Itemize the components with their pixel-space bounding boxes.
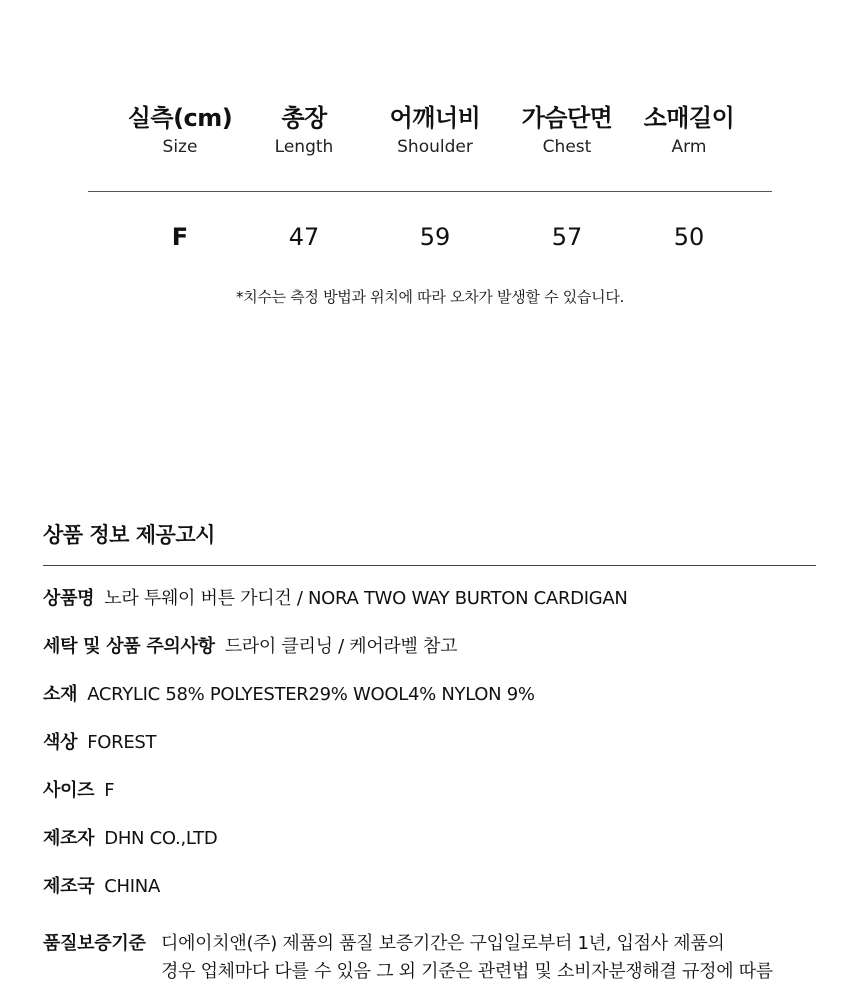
info-row-color bbox=[43, 730, 156, 756]
col-length bbox=[229, 100, 379, 158]
info-row-product-name bbox=[43, 586, 628, 612]
measurement-note: *치수는 측정 방법과 위치에 따라 오차가 발생할 수 있습니다. bbox=[236, 288, 624, 306]
info-row-care bbox=[43, 634, 457, 660]
info-row-size bbox=[43, 778, 114, 804]
info-label: 세탁 및 상품 주의사항 bbox=[43, 636, 215, 657]
col-subtitle: Size bbox=[162, 137, 198, 157]
col-title: 소매길이 bbox=[643, 104, 735, 132]
info-label: 소재 bbox=[43, 684, 78, 705]
info-row-manufacturer bbox=[43, 826, 217, 852]
info-value: 노라 투웨이 버튼 가디건 / NORA TWO WAY BURTON CARDIGAN bbox=[104, 588, 628, 609]
arm-value: 50 bbox=[673, 223, 705, 251]
col-subtitle: Length bbox=[274, 137, 334, 157]
table-divider bbox=[88, 191, 772, 192]
info-row-material bbox=[43, 682, 535, 708]
info-label: 제조국 bbox=[43, 876, 95, 897]
info-label: 사이즈 bbox=[43, 780, 95, 801]
info-value: 드라이 클리닝 / 케어라벨 참고 bbox=[224, 636, 458, 657]
col-subtitle: Arm bbox=[671, 137, 707, 157]
info-label: 품질보증기준 bbox=[43, 933, 146, 954]
info-value: DHN CO.,LTD bbox=[104, 828, 218, 849]
info-value: FOREST bbox=[87, 732, 157, 753]
warranty-line: 디에이치앤(주) 제품의 품질 보증기간은 구입일로부터 1년, 입점사 제품의 bbox=[161, 933, 725, 954]
info-value: CHINA bbox=[104, 876, 160, 897]
col-title: 총장 bbox=[281, 104, 327, 132]
info-row-country bbox=[43, 874, 160, 900]
size-value: F bbox=[171, 223, 189, 251]
info-value: F bbox=[104, 780, 115, 801]
shoulder-value: 59 bbox=[419, 223, 451, 251]
product-info-divider bbox=[43, 565, 816, 566]
col-subtitle: Chest bbox=[542, 137, 592, 157]
info-label: 색상 bbox=[43, 732, 78, 753]
length-value: 47 bbox=[288, 223, 320, 251]
col-subtitle: Shoulder bbox=[397, 137, 473, 157]
col-arm bbox=[614, 100, 764, 158]
product-info-heading: 상품 정보 제공고시 bbox=[43, 523, 215, 547]
warranty-line: 경우 업체마다 다를 수 있음 그 외 기준은 관련법 및 소비자분쟁해결 규정에 따름 bbox=[161, 961, 773, 982]
col-shoulder bbox=[360, 100, 510, 158]
col-title: 실측(cm) bbox=[127, 104, 233, 132]
col-title: 가슴단면 bbox=[521, 104, 613, 132]
info-value: ACRYLIC 58% POLYESTER29% WOOL4% NYLON 9% bbox=[87, 684, 535, 705]
col-title: 어깨너비 bbox=[389, 104, 481, 132]
info-label: 상품명 bbox=[43, 588, 95, 609]
info-label: 제조자 bbox=[43, 828, 95, 849]
chest-value: 57 bbox=[551, 223, 583, 251]
